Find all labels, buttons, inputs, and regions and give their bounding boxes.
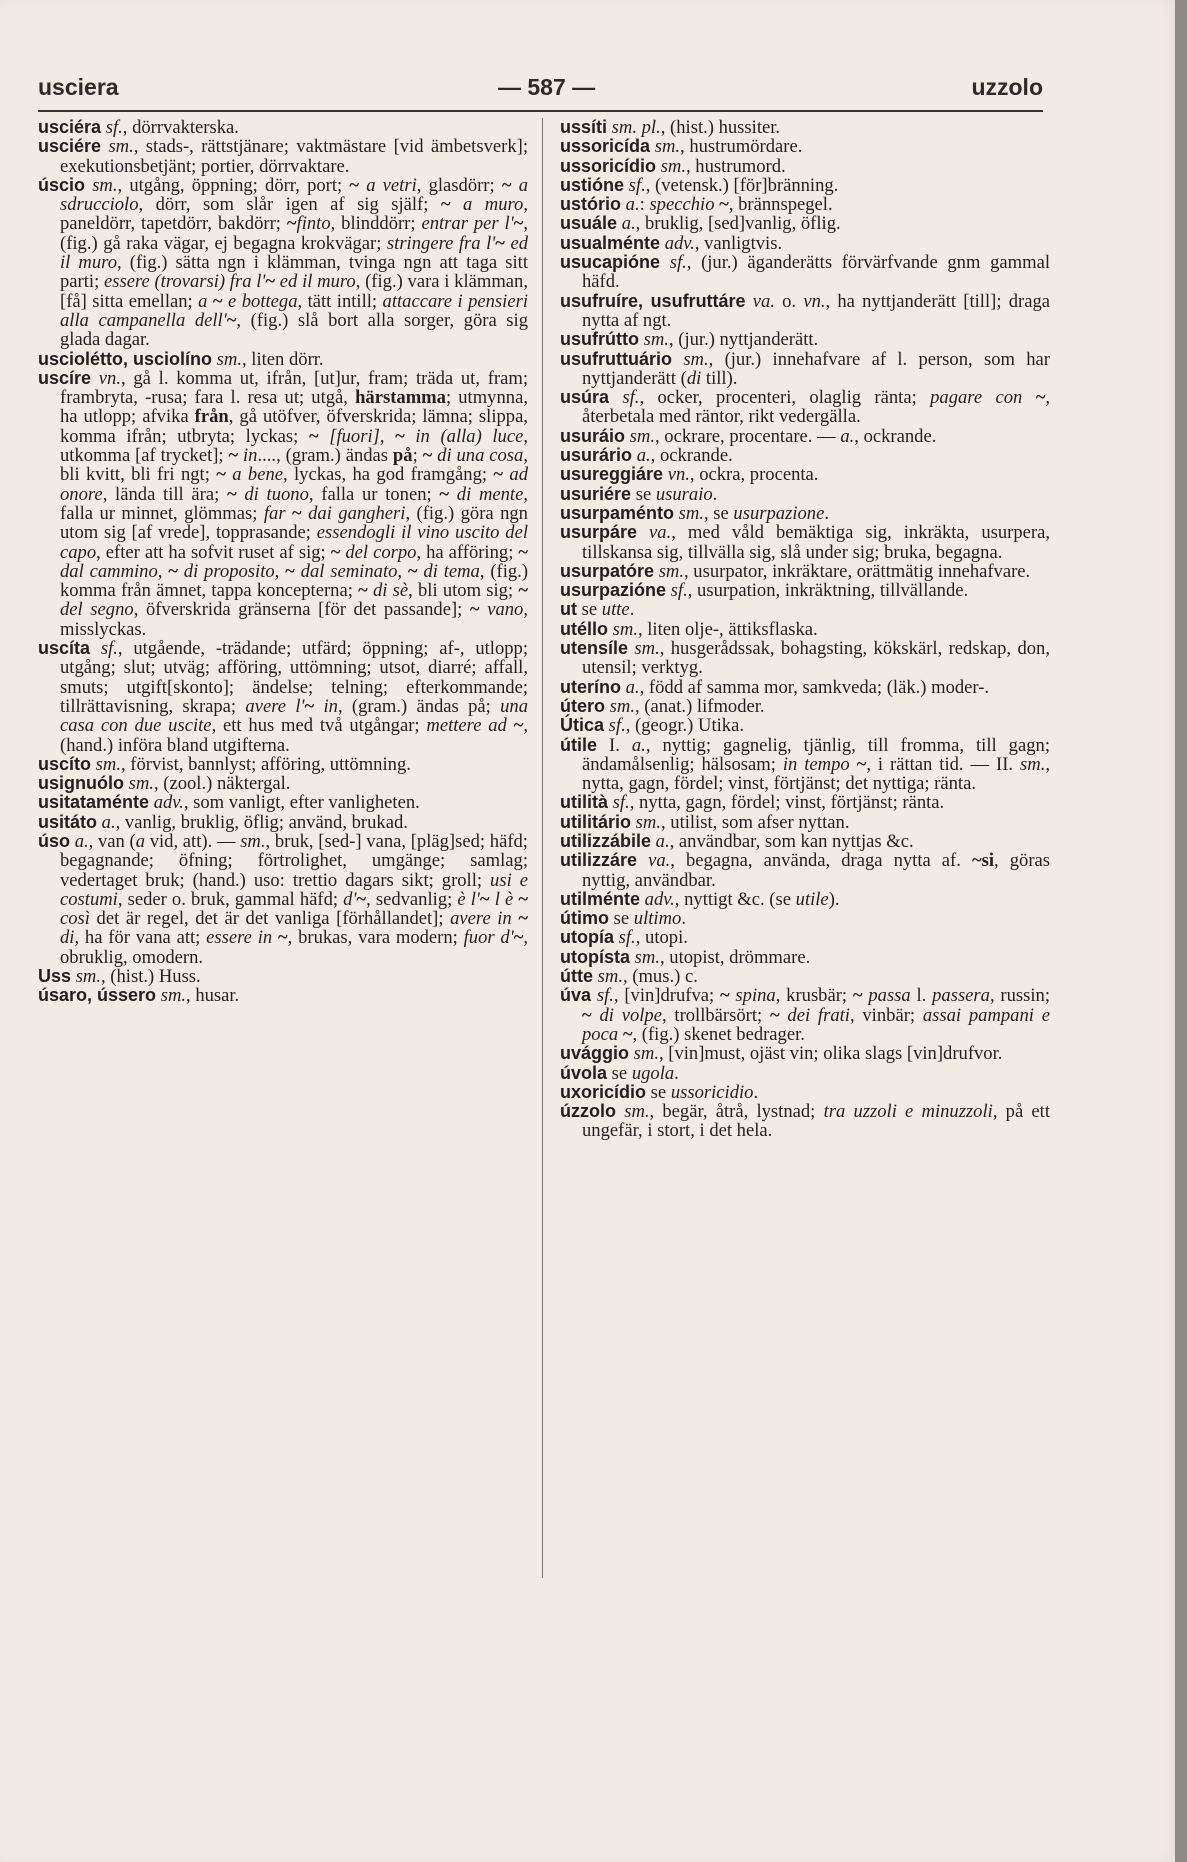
definition: sm., husgerådssak, bohagsting, kökskärl, redskap, don, utensil; verktyg. xyxy=(582,638,1050,679)
dictionary-entry xyxy=(560,234,1050,253)
headword: usuráio xyxy=(560,425,626,446)
definition: sf., (jur.) äganderätts förvärfvande gnm gammal häfd. xyxy=(582,252,1050,293)
dictionary-entry xyxy=(560,388,1050,427)
dictionary-entry xyxy=(560,697,1050,716)
headword: usuriére xyxy=(560,483,632,504)
headword: usufrútto xyxy=(560,329,639,350)
definition: se usuraio. xyxy=(635,483,718,505)
headword: uteríno xyxy=(560,676,621,697)
scan-edge xyxy=(1175,0,1187,1862)
definition: sf., (geogr.) Utika. xyxy=(608,715,744,737)
dictionary-entry xyxy=(560,890,1050,909)
headword: útte xyxy=(560,966,593,987)
dictionary-entry xyxy=(560,1064,1050,1083)
dictionary-entry xyxy=(560,523,1050,562)
dictionary-entry xyxy=(560,465,1050,484)
dictionary-entry xyxy=(560,832,1050,851)
headword: úscio xyxy=(38,174,86,195)
headword: útimo xyxy=(560,908,609,929)
dictionary-entry xyxy=(560,562,1050,581)
dictionary-entry xyxy=(560,504,1050,523)
headword: ustióne xyxy=(560,174,625,195)
headword: usufruttuário xyxy=(560,348,672,369)
definition: sf., (vetensk.) [för]bränning. xyxy=(628,174,839,196)
headword: ustório xyxy=(560,194,621,215)
header-rule xyxy=(38,110,1043,112)
definition: sm., begär, åtrå, lystnad; tra uzzoli e minuzzoli, på ett ungefär, i stort, i det hela. xyxy=(582,1101,1050,1142)
dictionary-entry xyxy=(38,986,528,1005)
definition: a., van (a vid, att). — sm., bruk, [sed-] vana, [pläg]sed; häfd; begagnande; öfning; förtrolighet, umgänge; samlag; vedertaget bruk; (hand.) uso: trettio dagars sikt; groll; usi e costumi, seder o. bruk, gammal häfd; d'~, sedvanlig; è l'~ l è ~ così det är regel, det är det vanliga [förhållandet]; avere in ~ di, ha för vana att; essere in ~, brukas, vara modern; fuor d'~, obruklig, omodern. xyxy=(60,830,529,968)
dictionary-entry xyxy=(560,446,1050,465)
dictionary-entry xyxy=(560,851,1050,890)
headword: útile xyxy=(560,734,598,755)
definition: sm., (mus.) c. xyxy=(597,966,698,988)
dictionary-entry xyxy=(38,118,528,137)
right-column xyxy=(560,118,1050,1141)
dictionary-entry xyxy=(38,774,528,793)
left-column xyxy=(38,118,528,1006)
headword: ut xyxy=(560,599,577,620)
definition: a., bruklig, [sed]vanlig, öflig. xyxy=(621,213,841,235)
definition: a., ockrande. xyxy=(636,445,733,467)
dictionary-entry xyxy=(38,793,528,812)
headword: utopísta xyxy=(560,946,630,967)
headword: utilitário xyxy=(560,811,631,832)
definition: sm., (jur.) nyttjanderätt. xyxy=(643,329,819,351)
dictionary-entry xyxy=(38,755,528,774)
dictionary-entry xyxy=(38,813,528,832)
dictionary-entry xyxy=(560,736,1050,794)
definition: se ultimo. xyxy=(613,908,686,930)
headword: usufruíre, usufruttáre xyxy=(560,290,746,311)
headword: utilizzáre xyxy=(560,850,638,871)
definition: adv., vanligtvis. xyxy=(664,232,783,254)
headword: usucapióne xyxy=(560,252,661,273)
dictionary-entry xyxy=(560,716,1050,735)
headword: usciolétto, usciolíno xyxy=(38,348,213,369)
definition: se ussoricidio. xyxy=(650,1081,759,1103)
definition: a., vanlig, bruklig, öflig; använd, brukad. xyxy=(101,811,408,833)
headword: usualménte xyxy=(560,232,661,253)
dictionary-entry xyxy=(560,620,1050,639)
definition: sm. pl., (hist.) hussiter. xyxy=(611,117,781,138)
definition: sm., förvist, bannlyst; afföring, uttömning. xyxy=(95,753,411,775)
guide-word-left: usciera xyxy=(38,74,119,100)
headword: usuále xyxy=(560,213,618,234)
definition: sm., liten dörr. xyxy=(216,348,324,370)
definition: va., begagna, använda, draga nytta af. ~si, göras nyttig, användbar. xyxy=(582,850,1050,891)
dictionary-entry xyxy=(560,176,1050,195)
dictionary-entry xyxy=(38,176,528,350)
dictionary-entry xyxy=(38,639,528,755)
definition: sm., liten olje-, ättiksflaska. xyxy=(612,618,818,640)
definition: sm., husar. xyxy=(160,985,240,1007)
headword: uscíto xyxy=(38,753,92,774)
definition: sf., utgående, -trädande; utfärd; öppning; af-, utlopp; utgång; slut; utväg; afföring, uttömning; utsot, diarré; affall, smuts; utgift[skonto]; ändelse; telning; efterkommande; tillrättavisning, skrapa; avere l'~ in, (gram.) ändas på; una casa con due uscite, ett hus med två utgångar; mettere ad ~, (hand.) införa bland utgifterna. xyxy=(60,638,529,756)
headword: ussoricída xyxy=(560,136,651,157)
definition: sf., nytta, gagn, fördel; vinst, förtjänst; ränta. xyxy=(612,792,945,814)
dictionary-entry xyxy=(560,292,1050,331)
headword: usignuólo xyxy=(38,773,124,794)
running-head xyxy=(38,74,1043,114)
headword: usurpatóre xyxy=(560,560,655,581)
definition: va., med våld bemäktiga sig, inkräkta, usurpera, tillskansa sig, tillvälla sig, slå under sig; bruka, begagna. xyxy=(582,522,1050,563)
dictionary-entry xyxy=(560,1044,1050,1063)
definition: sf., usurpation, inkräktning, tillvällande. xyxy=(670,580,969,602)
definition: sm., hustrumördare. xyxy=(654,136,803,158)
headword: usitataménte xyxy=(38,792,150,813)
column-divider xyxy=(542,118,543,1578)
headword: uscíta xyxy=(38,638,91,659)
dictionary-entry xyxy=(560,157,1050,176)
dictionary-entry xyxy=(560,986,1050,1044)
headword: utéllo xyxy=(560,618,608,639)
headword: uscíre xyxy=(38,367,92,388)
definition: sm., [vin]must, ojäst vin; olika slags [vin]drufvor. xyxy=(633,1043,1003,1065)
dictionary-entry xyxy=(560,214,1050,233)
definition: a., användbar, som kan nyttjas &c. xyxy=(655,830,914,852)
headword: ussíti xyxy=(560,117,608,137)
dictionary-entry xyxy=(560,118,1050,137)
definition: sm., (anat.) lifmoder. xyxy=(609,695,765,717)
dictionary-entry xyxy=(560,928,1050,947)
definition: adv., som vanligt, efter vanligheten. xyxy=(153,792,420,814)
definition: se ugola. xyxy=(611,1062,679,1084)
definition: a.: specchio ~, brännspegel. xyxy=(625,194,833,216)
headword: uvággio xyxy=(560,1043,630,1064)
headword: usureggiáre xyxy=(560,464,664,485)
dictionary-entry xyxy=(560,1083,1050,1102)
headword: usurpaménto xyxy=(560,502,675,523)
definition: se utte. xyxy=(581,599,635,621)
dictionary-entry xyxy=(560,639,1050,678)
definition: sm., (zool.) näktergal. xyxy=(128,773,291,795)
headword: utilménte xyxy=(560,888,641,909)
definition: sm., hustrumord. xyxy=(660,155,786,177)
dictionary-entry xyxy=(560,330,1050,349)
definition: adv., nyttigt &c. (se utile). xyxy=(644,888,840,910)
dictionary-entry xyxy=(38,967,528,986)
dictionary-entry xyxy=(560,678,1050,697)
headword: utilizzábile xyxy=(560,830,652,851)
definition: sf., ocker, procenteri, olaglig ränta; pagare con ~, återbetala med räntor, rikt vedergälla. xyxy=(582,387,1051,428)
headword: utilità xyxy=(560,792,608,813)
definition: va. o. vn., ha nyttjanderätt [till]; draga nytta af ngt. xyxy=(582,290,1050,331)
headword: úvola xyxy=(560,1062,608,1083)
headword: útero xyxy=(560,695,605,716)
definition: sm., ockrare, procentare. — a., ockrande. xyxy=(629,425,937,447)
dictionary-entry xyxy=(560,350,1050,389)
definition: sf., utopi. xyxy=(618,927,688,949)
definition: sm., utgång, öppning; dörr, port; ~ a vetri, glasdörr; ~ a sdrucciolo, dörr, som slår igen af sig själf; ~ a muro, paneldörr, tapetdörr, bakdörr; ~finto, blinddörr; entrar per l'~, (fig.) gå raka vägar, ej begagna krokvägar; stringere fra l'~ ed il muro, (fig.) sätta ngn i klämman, tvinga ngn att taga sitt parti; essere (trovarsi) fra l'~ ed il muro, (fig.) vara i klämman, [få] sitta emellan; a ~ e bottega, tätt intill; attaccare i pensieri alla campanella dell'~, (fig.) slå bort alla sorger, göra sig glada dagar. xyxy=(60,174,528,351)
dictionary-entry xyxy=(560,793,1050,812)
dictionary-entry xyxy=(38,832,528,967)
definition: sm., utopist, drömmare. xyxy=(634,946,811,968)
headword: utopía xyxy=(560,927,614,948)
dictionary-entry xyxy=(560,195,1050,214)
dictionary-entry xyxy=(560,967,1050,986)
dictionary-entry xyxy=(560,600,1050,619)
dictionary-entry xyxy=(560,137,1050,156)
headword: úsaro, ússero xyxy=(38,985,157,1006)
headword: usurpazióne xyxy=(560,580,667,601)
definition: sm., (jur.) innehafvare af l. person, som har nyttjanderätt (di till). xyxy=(582,348,1051,389)
definition: sm., utilist, som afser nyttan. xyxy=(635,811,850,833)
dictionary-entry xyxy=(560,485,1050,504)
guide-word-right: uzzolo xyxy=(971,74,1043,100)
definition: sm., stads-, rättstjänare; vaktmästare [vid ämbetsverk]; exekutionsbetjänt; portier, dörrvaktare. xyxy=(60,136,528,177)
page-number: — 587 — xyxy=(498,74,596,100)
headword: utensíle xyxy=(560,638,629,659)
headword: ussoricídio xyxy=(560,155,657,176)
headword: úso xyxy=(38,830,71,851)
headword: Útica xyxy=(560,715,605,736)
dictionary-entry xyxy=(560,581,1050,600)
headword: usciéra xyxy=(38,117,102,137)
definition: sf., [vin]drufva; ~ spina, krusbär; ~ passa l. passera, russin; ~ di volpe, trollbärsört; ~ dei frati, vinbär; assai pampani e poca ~, (fig.) skenet bedrager. xyxy=(582,985,1050,1045)
headword: usciére xyxy=(38,136,102,157)
dictionary-entry xyxy=(560,427,1050,446)
definition: I. a., nyttig; gagnelig, tjänlig, till fromma, till gagn; ändamålsenlig; hälsosam; in tempo ~, i rättan tid. — II. sm., nytta, gagn, fördel; vinst, förtjänst; det nyttiga; ränta. xyxy=(582,734,1050,795)
dictionary-entry xyxy=(560,948,1050,967)
headword: usurpáre xyxy=(560,522,638,543)
definition: sm., (hist.) Huss. xyxy=(75,966,201,988)
dictionary-entry xyxy=(560,813,1050,832)
headword: Uss xyxy=(38,966,72,987)
dictionary-entry xyxy=(38,350,528,369)
definition: vn., gå l. komma ut, ifrån, [ut]ur, fram; träda ut, fram; frambryta, -rusa; fara l. resa ut; utgå, härstamma; utmynna, ha utlopp; afvika från, gå utöfver, öfverskrida; lämna; slippa, komma ifrån; utbryta; lyckas; ~ [fuori], ~ in (alla) luce, utkomma [af trycket]; ~ in...., (gram.) ändas på; ~ di una cosa, bli kvitt, bli fri ngt; ~ a bene, lyckas, ha god framgång; ~ ad onore, lända till ära; ~ di tuono, falla ur tonen; ~ di mente, falla ur minnet, glömmas; far ~ dai gangheri, (fig.) göra ngn utom sig [af vrede], topprasande; essendogli il vino uscito del capo, efter att ha sofvit ruset af sig; ~ del corpo, ha afföring; ~ dal cammino, ~ di proposito, ~ dal seminato, ~ di tema, (fig.) komma från ämnet, tappa koncepterna; ~ di sè, bli utom sig; ~ del segno, öfverskrida gränserna [för det passande]; ~ vano, misslyckas. xyxy=(60,367,529,640)
headword: usitáto xyxy=(38,811,98,832)
headword: usúra xyxy=(560,387,610,408)
dictionary-entry xyxy=(560,909,1050,928)
dictionary-entry xyxy=(38,137,528,176)
headword: usurário xyxy=(560,445,633,466)
definition: sm., se usurpazione. xyxy=(678,502,829,524)
dictionary-entry xyxy=(560,253,1050,292)
dictionary-entry xyxy=(560,1102,1050,1141)
definition: a., född af samma mor, samkveda; (läk.) moder-. xyxy=(625,676,990,698)
headword: uxoricídio xyxy=(560,1081,647,1102)
definition: sf., dörrvakterska. xyxy=(105,117,239,138)
dictionary-entry xyxy=(38,369,528,639)
headword: úzzolo xyxy=(560,1101,616,1122)
definition: vn., ockra, procenta. xyxy=(667,464,819,486)
headword: úva xyxy=(560,985,592,1006)
definition: sm., usurpator, inkräktare, orättmätig innehafvare. xyxy=(658,560,1031,582)
